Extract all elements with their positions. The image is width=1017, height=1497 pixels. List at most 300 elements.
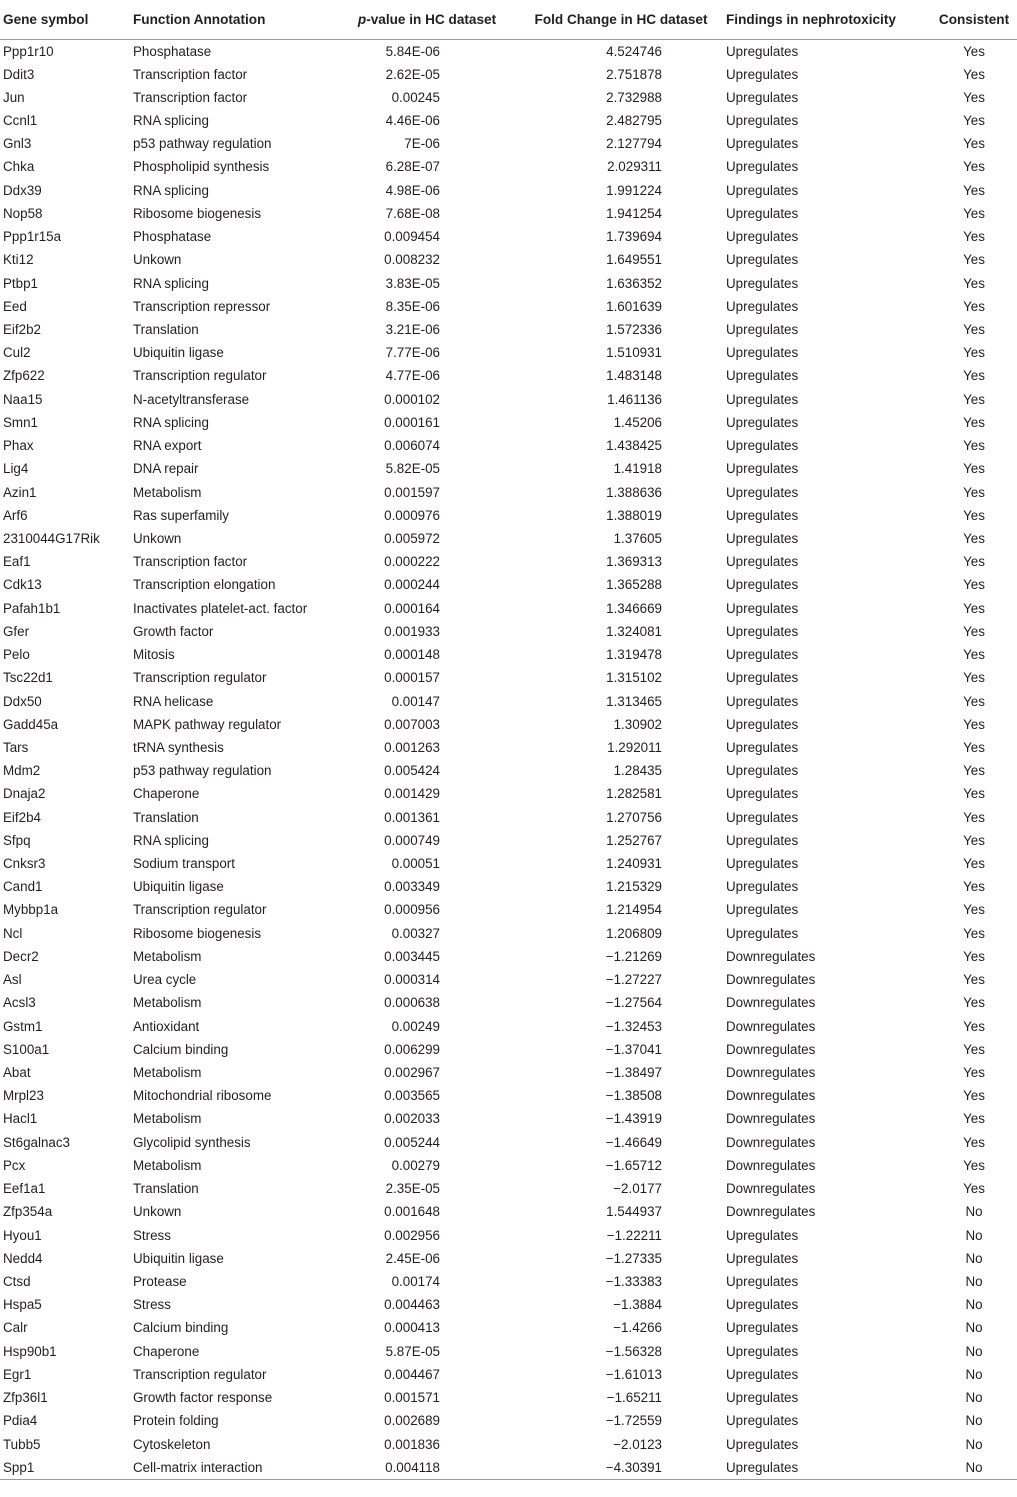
cell-consistent: Yes [963,739,985,755]
table-row [0,39,1017,63]
cell-p-value: 0.00174 [391,1273,440,1289]
table-row [0,991,1017,1014]
cell-function-annotation: Metabolism [133,948,202,964]
cell-finding: Upregulates [726,1227,799,1243]
table-row [0,1432,1017,1455]
cell-gene-symbol: Zfp36l1 [3,1390,48,1406]
cell-fold-change: 1.438425 [606,438,662,454]
cell-gene-symbol: Zfp354a [3,1204,53,1220]
cell-finding: Upregulates [726,1436,799,1452]
cell-finding: Upregulates [726,925,799,941]
cell-gene-symbol: Ptbp1 [3,275,38,291]
cell-p-value: 0.000157 [384,670,440,686]
cell-finding: Upregulates [726,1456,931,1480]
cell-finding: Upregulates [726,391,799,407]
cell-gene-symbol: Calr [3,1320,28,1336]
cell-function-annotation: Glycolipid synthesis [133,1134,251,1150]
cell-p-value: 0.002689 [384,1413,440,1429]
cell-finding: Upregulates [726,1343,799,1359]
cell-p-value: 5.87E-05 [385,1343,440,1359]
cell-consistent: Yes [963,322,985,338]
cell-consistent: Yes [963,530,985,546]
table-row [0,689,1017,712]
cell-function-annotation: Transcription factor [133,554,248,570]
cell-p-value: 0.000102 [384,391,440,407]
table-row [0,63,1017,86]
cell-fold-change: 1.388019 [606,507,662,523]
cell-fold-change: 1.37605 [613,530,662,546]
cell-p-value: 0.000956 [384,902,440,918]
header-p-value-rest: -value in HC dataset [366,11,497,27]
table-row [0,457,1017,480]
cell-gene-symbol: Sfpq [3,832,31,848]
cell-function-annotation: Phospholipid synthesis [133,159,270,175]
cell-function-annotation: p53 pathway regulation [133,136,272,152]
cell-p-value: 0.002033 [384,1111,440,1127]
cell-consistent: Yes [963,89,985,105]
cell-p-value: 0.001361 [384,809,440,825]
cell-consistent: Yes [963,275,985,291]
cell-consistent: No [965,1204,983,1220]
cell-p-value: 0.000638 [384,995,440,1011]
cell-finding: Upregulates [726,809,799,825]
cell-gene-symbol: S100a1 [3,1041,50,1057]
cell-consistent: No [931,1456,1017,1480]
header-p-value-italic: p [357,11,367,27]
header-fold-change: Fold Change in HC dataset [516,0,726,39]
cell-consistent: No [965,1250,983,1266]
table-row [0,1363,1017,1386]
table-row [0,1247,1017,1270]
cell-p-value: 0.000148 [384,647,440,663]
cell-gene-symbol: Gadd45a [3,716,59,732]
table-row [0,573,1017,596]
table-row [0,759,1017,782]
cell-p-value: 7E-06 [404,136,440,152]
cell-fold-change: −2.0123 [613,1436,662,1452]
table-row [0,852,1017,875]
table-row [0,620,1017,643]
cell-consistent: Yes [963,414,985,430]
cell-function-annotation: Sodium transport [133,856,235,872]
cell-finding: Upregulates [726,670,799,686]
cell-gene-symbol: St6galnac3 [3,1134,71,1150]
cell-fold-change: 1.346669 [606,600,662,616]
cell-consistent: Yes [963,484,985,500]
table-row [0,736,1017,759]
table-row [0,875,1017,898]
cell-fold-change: 1.461136 [607,391,662,407]
cell-finding: Downregulates [726,995,816,1011]
table-row [0,132,1017,155]
cell-function-annotation: Transcription regulator [133,1366,267,1382]
cell-fold-change: 1.369313 [606,554,662,570]
cell-finding: Upregulates [726,252,799,268]
table-row [0,1038,1017,1061]
table-row [0,411,1017,434]
table-row [0,1177,1017,1200]
cell-consistent: Yes [963,554,985,570]
table-row [0,225,1017,248]
table-row [0,1293,1017,1316]
cell-function-annotation: Inactivates platelet-act. factor [133,600,308,616]
cell-function-annotation: Unkown [133,252,182,268]
cell-p-value: 4.98E-06 [385,182,440,198]
cell-gene-symbol: Eaf1 [3,554,31,570]
cell-gene-symbol: Gfer [3,623,30,639]
cell-function-annotation: MAPK pathway regulator [133,716,282,732]
cell-fold-change: −2.0177 [613,1181,662,1197]
cell-gene-symbol: Hacl1 [3,1111,38,1127]
cell-finding: Upregulates [726,856,799,872]
cell-gene-symbol: Ppp1r15a [3,229,62,245]
cell-p-value: 0.006299 [384,1041,440,1057]
cell-function-annotation: Metabolism [133,1065,202,1081]
cell-function-annotation: Protease [133,1273,187,1289]
cell-gene-symbol: Mrpl23 [3,1088,44,1104]
cell-fold-change: 2.482795 [606,113,662,129]
cell-gene-symbol: Ddit3 [3,66,35,82]
cell-p-value: 0.009454 [384,229,440,245]
cell-p-value: 0.000161 [384,414,440,430]
cell-gene-symbol: Azin1 [3,484,37,500]
cell-p-value: 0.00147 [391,693,440,709]
cell-gene-symbol: Lig4 [3,461,29,477]
table-row [0,504,1017,527]
cell-fold-change: 1.30902 [613,716,662,732]
table-row [0,1340,1017,1363]
table-row [0,527,1017,550]
cell-finding: Upregulates [726,438,799,454]
header-gene-symbol: Gene symbol [0,0,133,39]
cell-gene-symbol: Pdia4 [3,1413,38,1429]
table-row [0,945,1017,968]
table-row [0,1107,1017,1130]
cell-p-value: 6.28E-07 [385,159,440,175]
cell-finding: Upregulates [726,66,799,82]
cell-p-value: 0.008232 [384,252,440,268]
cell-consistent: No [965,1366,983,1382]
cell-finding: Upregulates [726,763,799,779]
cell-function-annotation: Metabolism [133,1157,202,1173]
cell-consistent: Yes [963,66,985,82]
cell-finding: Downregulates [726,1088,816,1104]
cell-p-value: 0.00051 [391,856,440,872]
table-row [0,341,1017,364]
table-row [0,480,1017,503]
cell-p-value: 0.005244 [384,1134,440,1150]
cell-fold-change: −1.33383 [605,1273,662,1289]
cell-consistent: No [965,1320,983,1336]
cell-finding: Downregulates [726,1134,816,1150]
table-row [0,1386,1017,1409]
cell-finding: Upregulates [726,1320,799,1336]
cell-fold-change: −1.22211 [606,1227,662,1243]
cell-finding: Upregulates [726,43,799,59]
cell-gene-symbol: Smn1 [3,414,38,430]
table-row [0,898,1017,921]
cell-p-value: 0.000222 [384,554,440,570]
cell-gene-symbol: Abat [3,1065,31,1081]
cell-function-annotation: Translation [133,322,199,338]
cell-fold-change: 2.751878 [606,66,662,82]
cell-finding: Upregulates [726,414,799,430]
cell-function-annotation: tRNA synthesis [133,739,224,755]
cell-finding: Downregulates [726,972,816,988]
cell-gene-symbol: Phax [3,438,34,454]
cell-p-value: 4.46E-06 [385,113,440,129]
cell-finding: Downregulates [726,948,816,964]
cell-finding: Upregulates [726,786,799,802]
cell-fold-change: 1.739694 [606,229,662,245]
cell-p-value: 0.000413 [384,1320,440,1336]
cell-function-annotation: Transcription factor [133,66,248,82]
cell-function-annotation: Transcription elongation [133,577,276,593]
table-row [0,829,1017,852]
cell-function-annotation: DNA repair [133,461,199,477]
cell-consistent: Yes [963,136,985,152]
cell-p-value: 0.000976 [384,507,440,523]
cell-gene-symbol: Mybbp1a [3,902,59,918]
cell-fold-change: 1.28435 [613,763,662,779]
cell-consistent: Yes [963,856,985,872]
cell-function-annotation: Calcium binding [133,1320,229,1336]
cell-p-value: 2.35E-05 [385,1181,440,1197]
cell-consistent: Yes [963,229,985,245]
cell-p-value: 2.62E-05 [385,66,440,82]
cell-gene-symbol: Nedd4 [3,1250,43,1266]
table-row [0,782,1017,805]
cell-fold-change: 1.544937 [606,1204,662,1220]
cell-gene-symbol: Cul2 [3,345,31,361]
cell-function-annotation: Transcription regulator [133,902,267,918]
cell-p-value: 7.77E-06 [385,345,440,361]
header-p-value [338,0,516,39]
cell-consistent: Yes [963,438,985,454]
cell-consistent: Yes [963,1181,985,1197]
cell-gene-symbol: Eif2b4 [3,809,41,825]
table-row [0,713,1017,736]
cell-gene-symbol: Naa15 [3,391,43,407]
cell-function-annotation: RNA splicing [133,182,209,198]
cell-p-value: 0.004463 [384,1297,440,1313]
cell-gene-symbol: Kti12 [3,252,34,268]
cell-function-annotation: Translation [133,1181,199,1197]
cell-p-value: 3.83E-05 [385,275,440,291]
table-row [0,666,1017,689]
cell-function-annotation: Ubiquitin ligase [133,345,224,361]
cell-consistent: Yes [963,600,985,616]
cell-fold-change: −1.21269 [605,948,662,964]
cell-finding: Upregulates [726,182,799,198]
cell-finding: Upregulates [726,693,799,709]
cell-fold-change: −1.27335 [605,1250,662,1266]
cell-p-value: 0.001933 [384,623,440,639]
cell-p-value: 0.00249 [391,1018,440,1034]
cell-fold-change: 1.510931 [606,345,662,361]
cell-gene-symbol: Ncl [3,925,23,941]
cell-fold-change: −1.27227 [605,972,662,988]
cell-finding: Upregulates [726,716,799,732]
table-body [0,39,1017,1479]
cell-consistent: Yes [963,948,985,964]
cell-function-annotation: Chaperone [133,786,200,802]
cell-fold-change: 1.282581 [606,786,662,802]
cell-consistent: Yes [963,809,985,825]
cell-consistent: Yes [963,972,985,988]
cell-fold-change: −1.27564 [605,995,662,1011]
cell-gene-symbol: Tars [3,739,29,755]
cell-gene-symbol: Cand1 [3,879,43,895]
table-row [0,434,1017,457]
cell-function-annotation: Phosphatase [133,43,212,59]
cell-fold-change: −1.72559 [605,1413,662,1429]
cell-consistent: Yes [963,902,985,918]
table-row [0,155,1017,178]
cell-consistent: No [965,1297,983,1313]
cell-function-annotation: Metabolism [133,484,202,500]
cell-gene-symbol: Eed [3,298,27,314]
table-row [0,1061,1017,1084]
cell-function-annotation: Transcription regulator [133,368,267,384]
cell-gene-symbol: Nop58 [3,205,43,221]
cell-fold-change: 1.572336 [606,322,662,338]
cell-gene-symbol: 2310044G17Rik [3,530,100,546]
cell-gene-symbol: Arf6 [3,507,28,523]
table-row [0,922,1017,945]
cell-fold-change: 1.252767 [606,832,662,848]
cell-finding: Upregulates [726,647,799,663]
cell-function-annotation: Ribosome biogenesis [133,205,262,221]
table-row [0,388,1017,411]
cell-finding: Upregulates [726,530,799,546]
cell-gene-symbol: Gstm1 [3,1018,43,1034]
cell-fold-change: 1.388636 [606,484,662,500]
cell-consistent: Yes [963,995,985,1011]
header-findings: Findings in nephrotoxicity [726,0,931,39]
cell-fold-change: 1.206809 [606,925,662,941]
cell-gene-symbol: Asl [3,972,22,988]
cell-fold-change: 1.45206 [613,414,662,430]
table-row [0,550,1017,573]
cell-gene-symbol: Ddx39 [3,182,42,198]
cell-p-value: 0.001648 [384,1204,440,1220]
cell-function-annotation: Ubiquitin ligase [133,879,224,895]
cell-function-annotation: RNA export [133,438,202,454]
cell-p-value: 0.004467 [384,1366,440,1382]
cell-fold-change: 1.649551 [606,252,662,268]
cell-finding: Upregulates [726,1390,799,1406]
cell-function-annotation: Mitochondrial ribosome [133,1088,272,1104]
table-header-row [0,0,1017,39]
table-row [0,597,1017,620]
cell-consistent: Yes [963,577,985,593]
cell-consistent: Yes [963,832,985,848]
cell-fold-change: −1.65211 [606,1390,662,1406]
cell-function-annotation: Mitosis [133,647,175,663]
cell-finding: Upregulates [726,1250,799,1266]
table-row [0,1014,1017,1037]
cell-p-value: 0.003349 [384,879,440,895]
cell-consistent: Yes [963,205,985,221]
cell-fold-change: 1.292011 [607,739,662,755]
cell-fold-change: 1.319478 [606,647,662,663]
cell-gene-symbol: Ddx50 [3,693,42,709]
cell-function-annotation: Transcription repressor [133,298,271,314]
cell-fold-change: 1.215329 [606,879,662,895]
cell-finding: Upregulates [726,461,799,477]
table-row [0,1131,1017,1154]
cell-function-annotation: Chaperone [133,1343,200,1359]
cell-consistent: Yes [963,252,985,268]
cell-consistent: Yes [963,1088,985,1104]
table-row [0,271,1017,294]
cell-function-annotation: Ras superfamily [133,507,229,523]
cell-finding: Downregulates [726,1111,816,1127]
cell-consistent: Yes [963,1157,985,1173]
cell-consistent: Yes [963,1041,985,1057]
cell-fold-change: −1.4266 [613,1320,662,1336]
cell-function-annotation: Ribosome biogenesis [133,925,262,941]
cell-function-annotation: RNA splicing [133,275,209,291]
table-row [0,1200,1017,1223]
cell-finding: Downregulates [726,1204,816,1220]
cell-function-annotation: Unkown [133,1204,182,1220]
cell-finding: Upregulates [726,89,799,105]
cell-gene-symbol: Chka [3,159,35,175]
table-row [0,364,1017,387]
cell-finding: Upregulates [726,554,799,570]
cell-function-annotation: RNA splicing [133,113,209,129]
cell-finding: Upregulates [726,507,799,523]
cell-gene-symbol: Eef1a1 [3,1181,46,1197]
cell-function-annotation: Cytoskeleton [133,1436,211,1452]
cell-function-annotation: Cell-matrix interaction [133,1456,338,1480]
cell-fold-change: −1.65712 [605,1157,662,1173]
cell-function-annotation: RNA splicing [133,832,209,848]
cell-function-annotation: Phosphatase [133,229,212,245]
cell-finding: Upregulates [726,275,799,291]
cell-consistent: Yes [963,763,985,779]
cell-function-annotation: Protein folding [133,1413,219,1429]
cell-gene-symbol: Ccnl1 [3,113,38,129]
cell-p-value: 0.00279 [391,1157,440,1173]
cell-gene-symbol: Tubb5 [3,1436,41,1452]
cell-p-value: 0.007003 [384,716,440,732]
cell-fold-change: −1.38497 [605,1065,662,1081]
table-row [0,1270,1017,1293]
cell-fold-change: −1.37041 [605,1041,662,1057]
cell-gene-symbol: Mdm2 [3,763,41,779]
cell-gene-symbol: Pafah1b1 [3,600,61,616]
cell-gene-symbol: Pelo [3,647,30,663]
cell-function-annotation: Growth factor [133,623,214,639]
cell-function-annotation: p53 pathway regulation [133,763,272,779]
cell-gene-symbol: Gnl3 [3,136,32,152]
cell-p-value: 0.003445 [384,948,440,964]
cell-p-value: 0.001429 [384,786,440,802]
cell-p-value: 8.35E-06 [385,298,440,314]
cell-p-value: 0.002956 [384,1227,440,1243]
cell-finding: Upregulates [726,113,799,129]
cell-function-annotation: Calcium binding [133,1041,229,1057]
cell-p-value: 0.001263 [384,739,440,755]
cell-function-annotation: Antioxidant [133,1018,200,1034]
cell-finding: Upregulates [726,1273,799,1289]
cell-gene-symbol: Spp1 [0,1456,133,1480]
cell-fold-change: 2.732988 [606,89,662,105]
cell-function-annotation: Unkown [133,530,182,546]
